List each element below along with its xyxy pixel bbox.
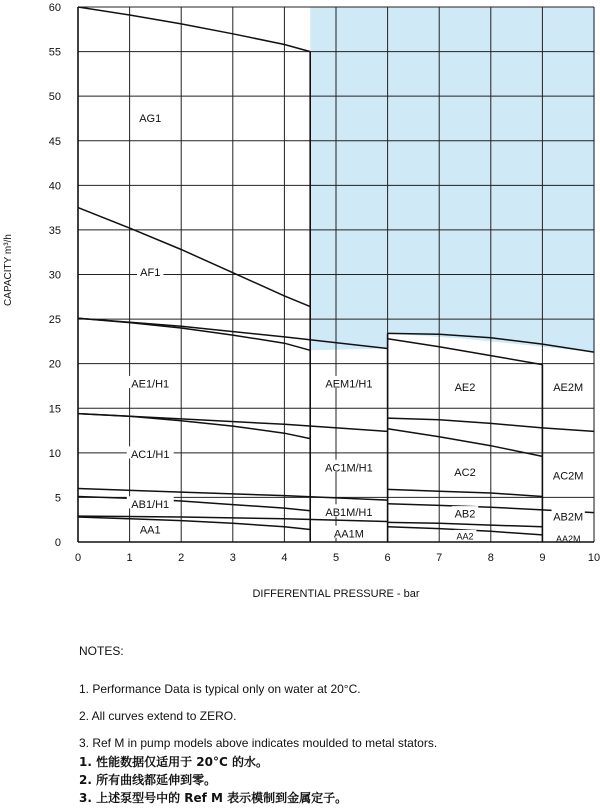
y-tick-label: 35 [48,224,61,237]
y-tick-label: 60 [48,2,61,14]
note-zh-1: 1. 性能数据仅适用于 20°C 的水。 [79,755,268,769]
series-ac1-h1 [78,414,310,439]
notes-section [79,644,594,807]
x-tick-label: 8 [487,552,494,564]
y-tick-label: 50 [48,91,61,104]
x-tick-label: 3 [229,552,236,564]
annotation-label: AE2 [454,382,476,395]
annotation-label: AC2M [552,470,584,483]
y-tick-label: 30 [48,269,61,282]
note-zh-3: 3. 上述泵型号中的 Ref M 表示模制到金属定子。 [79,791,348,805]
annotation-label: AB1/H1 [131,498,170,511]
y-axis-label: CAPACITY m³/h [3,234,14,306]
series-ab1-h1 [78,497,310,511]
x-tick-label: 1 [126,552,133,564]
y-tick-label: 10 [48,447,61,460]
x-axis-label: DIFFERENTIAL PRESSURE - bar [252,588,420,600]
y-tick-label: 15 [48,403,61,416]
note-3: 3. Ref M in pump models above indicates moulded to metal stators. [79,736,438,750]
series-ac2 [388,429,543,457]
x-tick-label: 5 [332,552,340,564]
y-tick-label: 45 [48,135,61,148]
y-tick-label: 55 [48,46,61,59]
annotation-label: AC1/H1 [130,448,170,461]
annotation-label: AC2 [454,466,476,479]
series-ag1 [78,7,310,52]
annotation-label: AA1 [139,524,161,537]
y-tick-label: 25 [48,314,61,327]
annotation-label: AB2M [553,511,584,524]
series-ae1-h1 [78,318,310,350]
y-tick-label: 40 [48,180,61,193]
note-zh-2: 2. 所有曲线都延伸到零。 [79,773,217,787]
series-ab2 [388,489,543,496]
annotation-label: AB1M/H1 [325,506,373,519]
x-tick-label: 0 [74,552,82,564]
x-tick-label: 10 [587,552,600,564]
annotation-label: AE2M [553,382,584,395]
annotation-label: AE1/H1 [131,378,170,391]
note-2: 2. All curves extend to ZERO. [79,709,237,723]
annotation-label: AA2M [555,534,581,545]
y-tick-label: 5 [54,492,61,505]
annotation-label: AB2 [454,508,476,521]
x-tick-label: 6 [384,552,391,564]
annotation-label: AA2 [456,531,474,542]
series-af1 [78,208,310,307]
x-tick-label: 2 [178,552,185,564]
x-tick-label: 9 [539,552,546,564]
annotation-label: AC1M/H1 [325,462,373,475]
y-tick-label: 0 [54,537,61,549]
annotation-label: AF1 [140,267,161,280]
note-1: 1. Performance Data is typical only on water at 20°C. [79,682,361,696]
series-aa2 [388,522,543,526]
y-tick-label: 20 [48,358,61,371]
notes-title: NOTES: [79,644,124,658]
annotation-label: AG1 [139,112,162,125]
x-tick-label: 7 [436,552,443,564]
annotation-label: AA1M [333,528,364,541]
annotation-label: AEM1/H1 [325,378,373,391]
x-tick-label: 4 [281,552,288,564]
